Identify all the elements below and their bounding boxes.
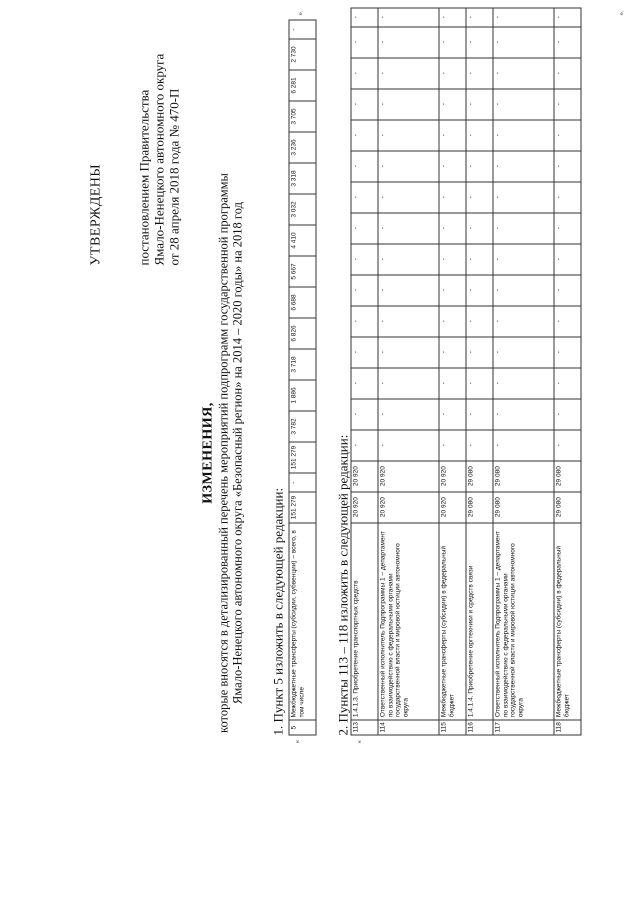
dash-cell: -	[378, 212, 439, 243]
dash-cell: -	[466, 119, 493, 150]
quote-open-mark: «	[355, 739, 363, 743]
dash-cell: -	[466, 26, 493, 57]
document-title: ИЗМЕНЕНИЯ,	[200, 401, 215, 504]
value-cell: 3 318	[289, 163, 316, 194]
dash-cell: -	[351, 243, 378, 274]
table-row	[493, 7, 554, 734]
value-cell: 20 920	[351, 460, 378, 491]
dash-cell: -	[554, 26, 581, 57]
dash-cell: -	[493, 57, 554, 88]
dash-cell: -	[554, 212, 581, 243]
dash-cell: -	[439, 150, 466, 181]
dash-cell: -	[351, 305, 378, 336]
dash-cell: -	[554, 243, 581, 274]
dash-cell: -	[378, 429, 439, 460]
table-row	[554, 7, 581, 734]
dash-cell: -	[351, 119, 378, 150]
dash-cell: -	[378, 336, 439, 367]
dash-cell: -	[439, 336, 466, 367]
dash-cell: -	[439, 274, 466, 305]
dash-cell: -	[378, 57, 439, 88]
dash-cell: -	[554, 57, 581, 88]
row-name: 1.4.1.3. Приобретение транспортных средств	[351, 522, 378, 719]
decree-reference	[136, 53, 181, 265]
dash-cell: -	[493, 181, 554, 212]
row-name: 1.4.1.4. Приобретение оргтехники и средств связи	[466, 522, 493, 719]
value-cell: 29 080	[554, 460, 581, 491]
value-cell: 20 920	[439, 491, 466, 522]
dash-cell: -	[554, 7, 581, 26]
dash-cell: -	[439, 305, 466, 336]
dash-cell: -	[493, 26, 554, 57]
dash-cell: -	[439, 212, 466, 243]
value-cell: 3 032	[289, 194, 316, 225]
decree-line: от 28 апреля 2018 года № 470-П	[166, 88, 181, 265]
dash-cell: -	[378, 367, 439, 398]
value-cell: 29 080	[493, 491, 554, 522]
value-cell: 5 667	[289, 256, 316, 287]
decree-line: Ямало-Ненецкого автономного округа	[151, 53, 166, 265]
section-1-table	[288, 19, 316, 735]
value-cell: -	[289, 473, 316, 492]
row-name: Межбюджетные трансферты (субсидии, субвенции) – всего, в том числе	[289, 523, 316, 720]
value-cell: -	[289, 20, 316, 39]
dash-cell: -	[351, 26, 378, 57]
dash-cell: -	[378, 398, 439, 429]
row-name: Межбюджетные трансферты (субсидии) в федеральный бюджет	[439, 522, 466, 719]
dash-cell: -	[466, 243, 493, 274]
row-number: 114	[378, 719, 439, 734]
dash-cell: -	[466, 274, 493, 305]
value-cell: 151 279	[289, 442, 316, 473]
value-cell: 20 920	[439, 460, 466, 491]
dash-cell: -	[378, 150, 439, 181]
dash-cell: -	[351, 429, 378, 460]
dash-cell: -	[493, 367, 554, 398]
dash-cell: -	[466, 88, 493, 119]
value-cell: 1 886	[289, 380, 316, 411]
dash-cell: -	[493, 243, 554, 274]
dash-cell: -	[466, 305, 493, 336]
quote-close-mark: ».	[617, 9, 625, 15]
dash-cell: -	[493, 429, 554, 460]
dash-cell: -	[378, 119, 439, 150]
dash-cell: -	[439, 57, 466, 88]
dash-cell: -	[554, 181, 581, 212]
dash-cell: -	[554, 150, 581, 181]
dash-cell: -	[493, 7, 554, 26]
dash-cell: -	[378, 274, 439, 305]
dash-cell: -	[439, 429, 466, 460]
row-number: 117	[493, 719, 554, 734]
value-cell: 3 236	[289, 132, 316, 163]
quote-open-mark: «	[293, 739, 301, 743]
dash-cell: -	[439, 119, 466, 150]
dash-cell: -	[439, 243, 466, 274]
subtitle-line: Ямало-Ненецкого автономного округа «Безопасный регион» на 2014 – 2020 годы» на 2018 год	[230, 201, 244, 704]
value-cell: 29 080	[554, 491, 581, 522]
dash-cell: -	[439, 398, 466, 429]
value-cell: 20 920	[378, 491, 439, 522]
dash-cell: -	[466, 57, 493, 88]
dash-cell: -	[466, 150, 493, 181]
subtitle-line: которые вносятся в детализированный перечень мероприятий подпрограмм государственной программы	[216, 172, 230, 733]
dash-cell: -	[439, 26, 466, 57]
dash-cell: -	[351, 57, 378, 88]
dash-cell: -	[351, 336, 378, 367]
section-2-table	[350, 7, 581, 735]
dash-cell: -	[554, 336, 581, 367]
dash-cell: -	[351, 181, 378, 212]
dash-cell: -	[493, 212, 554, 243]
decree-line: постановлением Правительства	[136, 89, 151, 265]
dash-cell: -	[351, 212, 378, 243]
dash-cell: -	[493, 150, 554, 181]
dash-cell: -	[351, 88, 378, 119]
dash-cell: -	[439, 7, 466, 26]
value-cell: 3 718	[289, 349, 316, 380]
section-1-heading: 1. Пункт 5 изложить в следующей редакции:	[270, 487, 285, 735]
dash-cell: -	[554, 367, 581, 398]
section-2-heading: 2. Пункты 113 – 118 изложить в следующей редакции:	[335, 434, 350, 735]
table-body	[351, 7, 581, 734]
dash-cell: -	[493, 274, 554, 305]
row-name: Ответственный исполнитель Подпрограммы 1 – департамент по взаимодействию с федеральными органами государственной власти и мировой юстиции автономного округа	[378, 522, 439, 719]
dash-cell: -	[466, 181, 493, 212]
row-number: 116	[466, 719, 493, 734]
value-cell: 29 080	[466, 491, 493, 522]
value-cell: 29 080	[493, 460, 554, 491]
value-cell: 6 281	[289, 70, 316, 101]
row-number: 113	[351, 719, 378, 734]
value-cell: 151 279	[289, 492, 316, 523]
row-name: Межбюджетные трансферты (субсидии) в федеральный бюджет	[554, 522, 581, 719]
dash-cell: -	[466, 336, 493, 367]
table-row	[351, 7, 378, 734]
value-cell: 2 730	[289, 39, 316, 70]
value-cell: 3 782	[289, 411, 316, 442]
dash-cell: -	[378, 88, 439, 119]
dash-cell: -	[439, 181, 466, 212]
row-number: 115	[439, 719, 466, 734]
dash-cell: -	[466, 367, 493, 398]
document-subtitle	[216, 0, 244, 905]
value-cell: 4 410	[289, 225, 316, 256]
dash-cell: -	[351, 7, 378, 26]
dash-cell: -	[439, 367, 466, 398]
dash-cell: -	[493, 336, 554, 367]
table-row	[439, 7, 466, 734]
dash-cell: -	[351, 367, 378, 398]
dash-cell: -	[554, 398, 581, 429]
dash-cell: -	[493, 305, 554, 336]
dash-cell: -	[351, 150, 378, 181]
dash-cell: -	[378, 305, 439, 336]
value-cell: 6 688	[289, 287, 316, 318]
dash-cell: -	[378, 26, 439, 57]
approved-stamp: УТВЕРЖДЕНЫ	[88, 163, 103, 265]
dash-cell: -	[378, 181, 439, 212]
value-cell: 3 705	[289, 101, 316, 132]
dash-cell: -	[554, 305, 581, 336]
dash-cell: -	[493, 119, 554, 150]
dash-cell: -	[466, 429, 493, 460]
row-number: 5	[289, 720, 316, 735]
dash-cell: -	[378, 7, 439, 26]
dash-cell: -	[378, 243, 439, 274]
dash-cell: -	[493, 88, 554, 119]
table-row	[378, 7, 439, 734]
dash-cell: -	[466, 212, 493, 243]
dash-cell: -	[351, 274, 378, 305]
dash-cell: -	[466, 398, 493, 429]
value-cell: 6 826	[289, 318, 316, 349]
table-row	[466, 7, 493, 734]
dash-cell: -	[554, 274, 581, 305]
table-row	[289, 20, 316, 735]
row-number: 118	[554, 719, 581, 734]
dash-cell: -	[554, 88, 581, 119]
quote-close-mark: ».	[296, 9, 304, 15]
value-cell: 20 920	[378, 460, 439, 491]
dash-cell: -	[466, 7, 493, 26]
value-cell: 20 920	[351, 491, 378, 522]
row-name: Ответственный исполнитель Подпрограммы 1 – департамент по взаимодействию с федеральными органами государственной власти и мировой юстиции автономного округа	[493, 522, 554, 719]
dash-cell: -	[439, 88, 466, 119]
dash-cell: -	[493, 398, 554, 429]
dash-cell: -	[351, 398, 378, 429]
dash-cell: -	[554, 119, 581, 150]
dash-cell: -	[554, 429, 581, 460]
value-cell: 29 080	[466, 460, 493, 491]
